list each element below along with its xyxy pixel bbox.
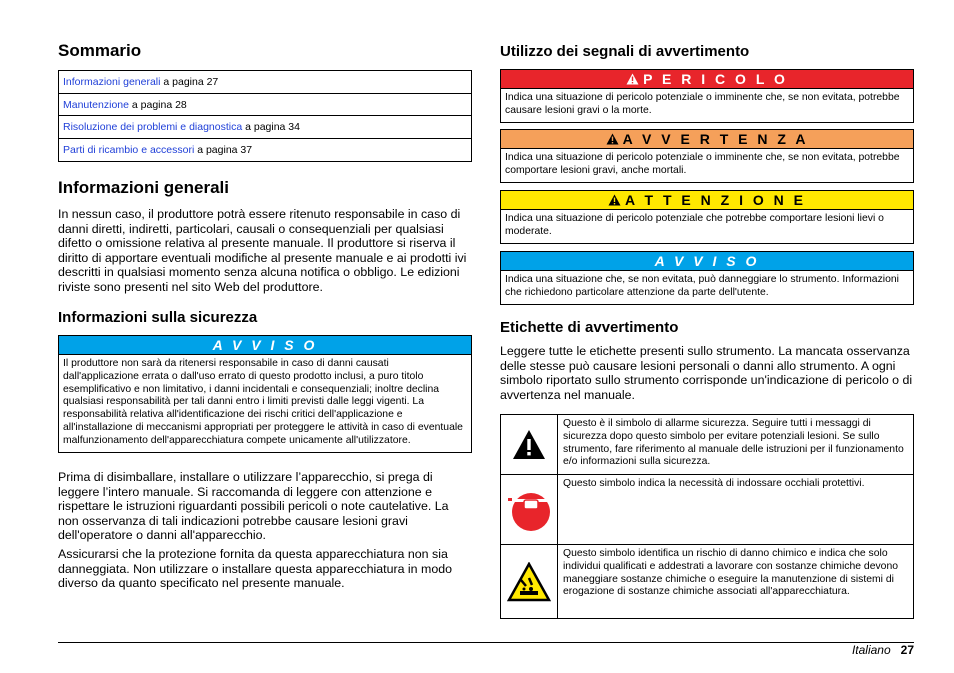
warning-box	[500, 129, 914, 183]
toc-link-troubleshooting[interactable]: Risoluzione dei problemi e diagnostica	[63, 121, 243, 133]
warning-label: A V V E R T E N Z A	[622, 131, 809, 147]
page-number: 27	[900, 643, 914, 657]
symbol-description: Questo simbolo indica la necessità di indossare occhiali protettivi.	[563, 478, 865, 489]
table-row	[501, 475, 913, 545]
chemical-hazard-icon	[507, 562, 551, 602]
warning-triangle-icon	[606, 133, 619, 145]
warning-text: Indica una situazione di pericolo potenziale o imminente che, se non evitata, potrebbe comportare lesioni gravi, anche mortali.	[505, 152, 900, 176]
notice-box	[500, 251, 914, 305]
notice-label: A V V I S O	[59, 336, 471, 355]
table-row	[501, 545, 913, 618]
danger-label: P E R I C O L O	[643, 71, 788, 87]
general-info-title: Informazioni generali	[58, 178, 229, 197]
toc-row	[59, 139, 471, 162]
symbol-description: Questo simbolo identifica un rischio di danno chimico e indica che solo individui qualificati e addestrati a lavorare con sostanze chimiche devono maneggiare sostanze chimiche o eseguire la manutenzione di sistemi di erogazione di sostanze chimiche associati all'apparecchiatura.	[563, 548, 899, 598]
toc-link-spare-parts[interactable]: Parti di ricambio e accessori	[63, 143, 195, 156]
symbol-cell	[501, 415, 558, 474]
caution-label: A T T E N Z I O N E	[625, 192, 806, 208]
caution-box	[500, 190, 914, 244]
general-info-text: In nessun caso, il produttore potrà essere ritenuto responsabile in caso di danni diretti, indiretti, particolari, causali o consequenziali per qualsiasi difetto o omissione relativa al presente manuale. Il produttore si riserva il diritto di apportare eventuali modifiche al presente manuale e ai prodotti ivi descritti in qualsiasi momento senza alcuna notifica o obbligo. Le edizioni riviste sono presenti nel sito Web del produttore.	[58, 207, 467, 294]
page-footer	[852, 643, 914, 657]
notice-text: Il produttore non sarà da ritenersi responsabile in caso di danni causati dall'applicazione errata o dall'uso errato di questo prodotto inclusi, a puro titolo esemplificativo e non limitativo, i danni incidentali e consequenziali; inoltre declina qualsiasi responsabilità per tali danni entro i limiti previsti dalle leggi vigenti. La responsabilità relativa all'identificazione dei rischi critici dell'applicazione e all'installazione di meccanismi appropriati per proteggere le attività in caso di eventuale malfunzionamento dell'apparecchiatura compete unicamente all'utilizzatore.	[63, 358, 463, 446]
protection-paragraph: Assicurarsi che la protezione fornita da questa apparecchiatura non sia danneggiata. Non utilizzare o installare questa apparecchiatura in modo diverso da quanto specificato nel presente manuale.	[58, 547, 452, 591]
warning-bar	[501, 130, 913, 149]
warning-triangle-icon	[626, 73, 639, 85]
symbols-table	[500, 414, 914, 619]
table-of-contents	[58, 70, 472, 162]
toc-page-ref: a pagina 27	[160, 76, 219, 88]
symbol-cell	[501, 545, 558, 618]
labels-title: Etichette di avvertimento	[500, 319, 679, 336]
warning-triangle-icon	[512, 429, 546, 460]
symbol-description: Questo è il simbolo di allarme sicurezza. Seguire tutti i messaggi di sicurezza dopo questo simbolo per evitare potenziali lesioni. Se sullo strumento, fare riferimento al manuale delle istruzioni per il funzionamento e/o informazioni sulla sicurezza.	[563, 418, 904, 468]
safety-info-title: Informazioni sulla sicurezza	[58, 309, 258, 326]
caution-bar	[501, 191, 913, 210]
table-row	[501, 415, 913, 475]
notice-label: A V V I S O	[501, 252, 913, 271]
toc-link-maintenance[interactable]: Manutenzione	[63, 98, 129, 111]
notice-text: Indica una situazione che, se non evitata, può danneggiare lo strumento. Informazioni che richiedono particolare attenzione da parte dell'utente.	[505, 274, 899, 298]
footer-rule	[58, 642, 914, 643]
footer-language: Italiano	[851, 643, 891, 657]
toc-link-general[interactable]: Informazioni generali	[63, 76, 161, 88]
danger-box	[500, 69, 914, 123]
symbol-cell	[501, 475, 558, 544]
toc-row	[59, 94, 471, 117]
labels-text: Leggere tutte le etichette presenti sullo strumento. La mancata osservanza delle stesse può causare lesioni personali o danni allo strumento. A ogni simbolo riportato sullo strumento corrisponde un'indicazione di pericolo o di avvertenza nel manuale.	[500, 344, 913, 402]
danger-text: Indica una situazione di pericolo potenziale o imminente che, se non evitata, potrebbe causare lesioni gravi o la morte.	[505, 92, 900, 116]
unpack-paragraph: Prima di disimballare, installare o utilizzare l’apparecchio, si prega di leggere l’intero manuale. Si raccomanda di leggere con attenzione e rispettare le istruzioni riguardanti possibili pericoli o note cautelative. La non osservanza di tali indicazioni potrebbe causare lesioni gravi dell'operatore o danni all'apparecchio.	[58, 470, 449, 543]
toc-page-ref: a pagina 28	[128, 98, 187, 111]
notice-box	[58, 335, 472, 453]
toc-row	[59, 71, 471, 94]
toc-row	[59, 116, 471, 139]
signals-title: Utilizzo dei segnali di avvertimento	[500, 43, 750, 60]
toc-page-ref: a pagina 34	[242, 121, 300, 133]
toc-page-ref: a pagina 37	[194, 143, 253, 156]
danger-bar	[501, 70, 913, 89]
summary-title: Sommario	[58, 41, 142, 60]
warning-triangle-icon	[608, 194, 621, 206]
safety-glasses-icon	[506, 485, 552, 535]
caution-text: Indica una situazione di pericolo potenziale che potrebbe comportare lesioni lievi o moderate.	[505, 213, 884, 237]
